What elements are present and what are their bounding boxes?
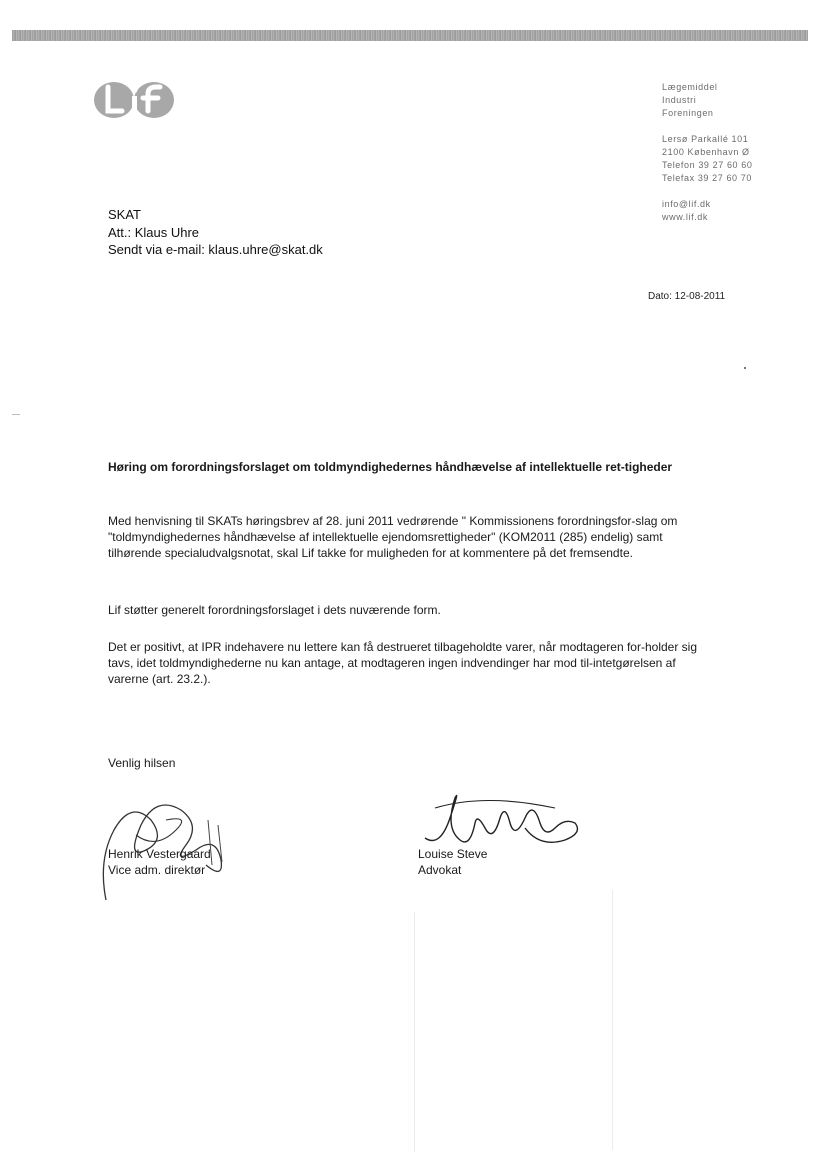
letter-date: Dato: 12-08-2011 xyxy=(648,291,726,302)
sender-block xyxy=(662,81,812,224)
scan-artifact-line xyxy=(414,912,415,1152)
signatory-1-name: Henrik Vestergaard xyxy=(108,847,211,861)
closing-greeting: Venlig hilsen xyxy=(108,756,176,770)
scan-speck xyxy=(12,414,20,415)
recipient-attention: Att.: Klaus Uhre xyxy=(108,224,200,240)
sender-org-line-3: Foreningen xyxy=(662,108,714,118)
sender-org-line-1: Lægemiddel xyxy=(662,82,718,92)
paragraph-support: Lif støtter generelt forordningsforslaget i dets nuværende form. xyxy=(108,603,441,617)
signatory-2-name: Louise Steve xyxy=(418,847,488,861)
sender-org-line-2: Industri xyxy=(662,95,697,105)
scan-speck xyxy=(744,367,746,369)
sender-address-line-1: Lersø Parkallé 101 xyxy=(662,134,749,144)
sender-phone: Telefon 39 27 60 60 xyxy=(662,160,753,170)
signatory-2-title: Advokat xyxy=(418,863,462,877)
signatory-1-title: Vice adm. direktør xyxy=(108,863,206,877)
recipient-block xyxy=(108,206,323,259)
letter-subject: Høring om forordningsforslaget om toldmyndighedernes håndhævelse af intellektuelle ret-tigheder xyxy=(108,460,673,474)
recipient-email-line: Sendt via e-mail: klaus.uhre@skat.dk xyxy=(108,242,323,257)
sender-website: www.lif.dk xyxy=(662,212,709,222)
lif-logo xyxy=(92,78,180,122)
sender-email: info@lif.dk xyxy=(662,199,711,209)
sender-fax: Telefax 39 27 60 70 xyxy=(662,173,752,183)
scan-artifact-bar xyxy=(12,30,808,41)
scan-artifact-line xyxy=(612,890,613,1150)
recipient-name: SKAT xyxy=(108,207,141,222)
paragraph-reference: Med henvisning til SKATs høringsbrev af 28. juni 2011 vedrørende " Kommissionens forordningsfor-slag om "toldmyndighedernes håndhævelse af intellektuelle ejendomsrettigheder" (KOM2011 (285) endelig) samt tilhørende specialudvalgsnotat, skal Lif takke for muligheden for at kommentere på det fremsendte. xyxy=(108,514,678,560)
sender-address-line-2: 2100 København Ø xyxy=(662,147,750,157)
paragraph-ipr: Det er positivt, at IPR indehavere nu lettere kan få destrueret tilbageholdte varer, når modtageren for-holder sig tavs, idet toldmyndighederne nu kan antage, at modtageren ingen indvendinger har mod til-intetgørelsen af varerne (art. 23.2.). xyxy=(108,640,697,686)
